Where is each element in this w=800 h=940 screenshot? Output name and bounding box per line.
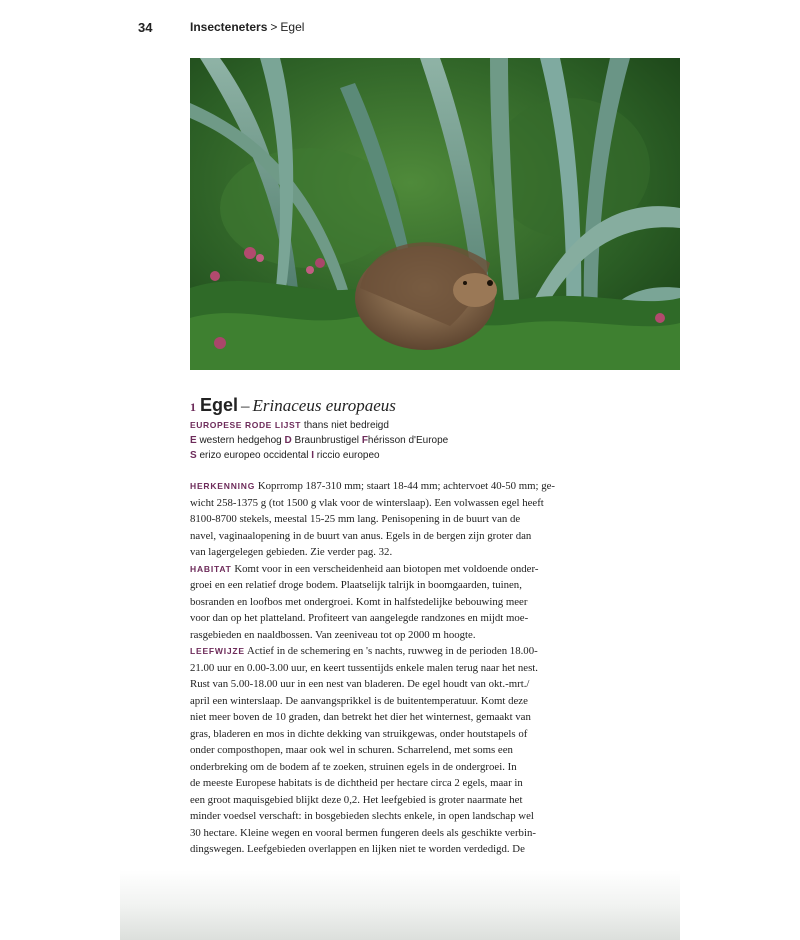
breadcrumb (190, 20, 304, 34)
species-meta (190, 418, 448, 463)
lang-code: S (190, 450, 197, 461)
line-text: Komt voor in een verscheidenheid aan biotopen met voldoende onder- (234, 562, 539, 575)
text-line: voor dan op het platteland. Profiteert van aangelegde randzones en mijdt moe- (190, 612, 529, 624)
lang-code: E (190, 435, 197, 446)
text-line: dingswegen. Leefgebieden overlappen en lijken niet te worden verdedigd. De (190, 843, 525, 855)
text-line: onder composthopen, maar ook wel in schuren. Scharrelend, met soms een (190, 744, 513, 756)
text-line (190, 643, 610, 660)
common-names-line-2 (190, 448, 448, 463)
species-heading (190, 395, 396, 416)
text-line: onderbreking om de bodem af te zoeken, struinen egels in de ondergroei. In (190, 760, 517, 773)
text-line (190, 478, 610, 495)
common-name: riccio europeo (316, 450, 380, 461)
breadcrumb-separator: > (270, 20, 278, 34)
text-line: april een winterslaap. De aanvangsprikkel is de buitentemperatuur. Komt deze (190, 694, 528, 707)
text-line: groei en een relatief droge bodem. Plaatselijk talrijk in boomgaarden, tuinen, (190, 579, 522, 591)
leefwijze-label: LEEFWIJZE (190, 646, 245, 656)
text-line: de meeste Europese habitats is de dichtheid per hectare circa 2 egels, maar in (190, 777, 523, 789)
text-line: een groot maquisgebied blijkt deze 0,2. Het leefgebied is groter naarmate het (190, 793, 523, 806)
hedgehog-photo (190, 58, 680, 370)
text-line: 8100-8700 stekels, meestal 15-25 mm lang. Penisopening in de buurt van de (190, 513, 521, 525)
species-latin-name: Erinaceus europaeus (252, 396, 396, 415)
text-line: 21.00 uur en 0.00-3.00 uur, en keert tussentijds enkele malen terug naar het nest. (190, 661, 538, 674)
line-text: Koprromp 187-310 mm; staart 18-44 mm; achtervoet 40-50 mm; ge- (257, 480, 556, 492)
text-line: wicht 258-1375 g (tot 1500 g vlak voor de winterslaap). Een volwassen egel heeft (190, 496, 544, 509)
text-line: bosranden en loofbos met ondergroei. Komt in halfstedelijke bebouwing meer (190, 595, 528, 608)
heading-dash: – (241, 396, 250, 415)
species-number: 1 (190, 400, 196, 414)
text-line: van lagergelegen gebieden. Zie verder pag. 32. (190, 546, 393, 558)
text-line: gras, bladeren en mos in dichte dekking van struikgewas, onder houtstapels of (190, 727, 528, 740)
common-names-line-1 (190, 433, 448, 448)
redlist-value: thans niet bedreigd (303, 420, 389, 431)
redlist-label: EUROPESE RODE LIJST (190, 420, 302, 430)
species-description (190, 478, 610, 858)
breadcrumb-section: Insecteneters (190, 20, 268, 34)
text-line: niet meer boven de 10 graden, dan betrekt het dier het winternest, gemaakt van (190, 711, 531, 723)
text-line: rasgebieden en naaldbossen. Van zeeniveau tot op 2000 m hoogte. (190, 628, 476, 641)
text-line: Rust van 5.00-18.00 uur in een nest van bladeren. De egel houdt van okt.-mrt./ (190, 678, 530, 690)
habitat-label: HABITAT (190, 563, 232, 574)
breadcrumb-topic: Egel (280, 20, 305, 34)
page-number: 34 (138, 20, 153, 35)
page-bottom-shadow (120, 870, 680, 940)
common-name: hérisson d'Europe (367, 435, 449, 446)
lang-code: F (361, 435, 368, 446)
redlist-line (190, 418, 448, 433)
common-name: western hedgehog (199, 435, 282, 446)
text-line: 30 hectare. Kleine wegen en vooral bermen fungeren deels als geschikte verbin- (190, 826, 536, 839)
lang-code: I (311, 450, 314, 461)
species-name: Egel (200, 395, 239, 415)
text-line: minder voedsel verschaft: in bosgebieden slechts enkele, in open landschap wel (190, 810, 534, 822)
common-name: erizo europeo occidental (199, 450, 309, 461)
text-line (190, 561, 610, 578)
lang-code: D (284, 435, 292, 446)
text-line: navel, vaginaalopening in de buurt van anus. Egels in de bergen zijn groter dan (190, 529, 532, 542)
running-header (0, 20, 800, 40)
herkenning-label: HERKENNING (190, 481, 256, 491)
common-name: Braunbrustigel (294, 435, 360, 446)
line-text: Actief in de schemering en 's nachts, ruwweg in de perioden 18.00- (247, 645, 538, 657)
